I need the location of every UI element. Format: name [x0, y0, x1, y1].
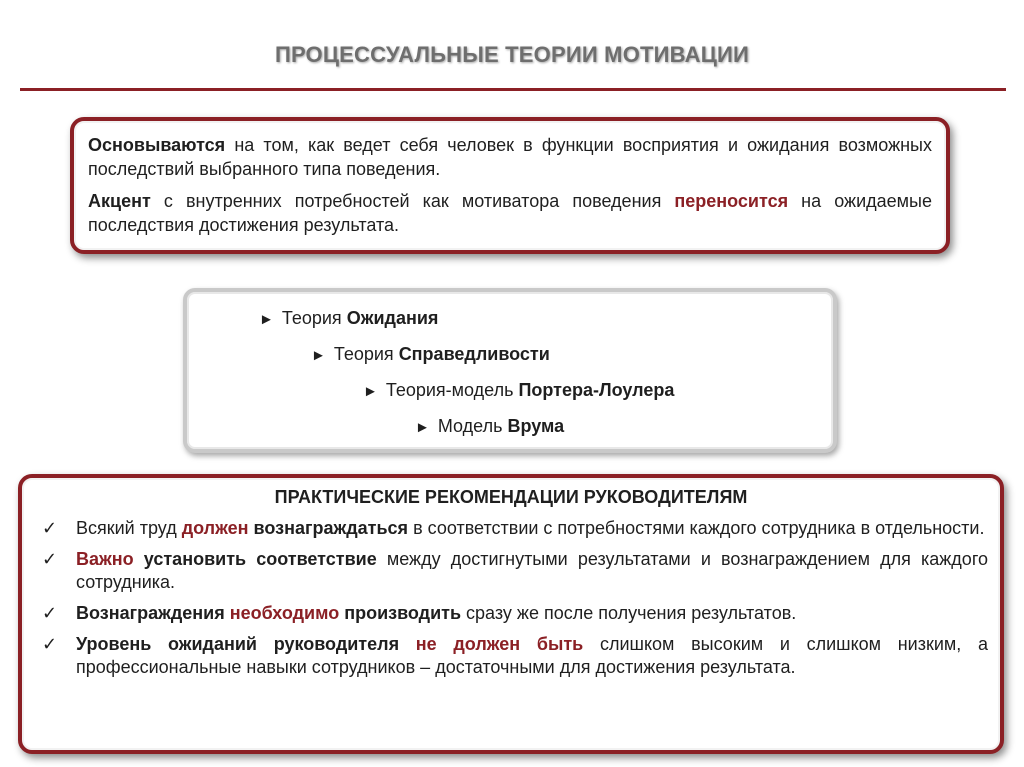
- rec-bold: установить соответствие: [143, 549, 377, 569]
- theory-prefix: Теория: [281, 308, 347, 328]
- theory-name: Врума: [507, 416, 565, 436]
- rec-text: в соответствии с потребностями каждого сотрудника в отдельности.: [408, 518, 985, 538]
- intro-box: [70, 117, 950, 254]
- intro-p2-text-end: на ожидаемые последствия достижения результата.: [88, 191, 932, 235]
- theory-item: [259, 308, 438, 329]
- rec-highlight: должен: [181, 518, 249, 538]
- recommendations-box: [18, 474, 1004, 754]
- rec-highlight: не должен быть: [415, 634, 584, 654]
- recommendations-heading: ПРАКТИЧЕСКИЕ РЕКОМЕНДАЦИИ РУКОВОДИТЕЛЯМ: [274, 487, 748, 507]
- intro-paragraph-1: [88, 133, 932, 181]
- rec-highlight: Важно: [76, 549, 134, 569]
- page-title: ПРОЦЕССУАЛЬНЫЕ ТЕОРИИ МОТИВАЦИИ: [274, 42, 750, 67]
- checkmark-icon: ✓: [42, 634, 58, 654]
- arrow-right-icon: ►: [311, 347, 326, 364]
- rec-text: сразу же после получения результатов.: [461, 603, 797, 623]
- theory-item: [311, 344, 550, 365]
- title-divider: [20, 88, 1006, 91]
- intro-p2-bold: Акцент: [88, 191, 151, 211]
- rec-bold: производить: [344, 603, 462, 623]
- rec-text: Всякий труд: [76, 518, 182, 538]
- theories-box: [183, 288, 837, 453]
- rec-highlight: необходимо: [229, 603, 340, 623]
- theory-name: Ожидания: [346, 308, 439, 328]
- recommendation-item: [34, 517, 988, 540]
- recommendation-item: [34, 633, 988, 679]
- arrow-right-icon: ►: [259, 311, 274, 328]
- theory-name: Портера-Лоулера: [518, 380, 675, 400]
- rec-text: слишком высоким и слишком низким, а профессиональные навыки сотрудников – достаточными для достижения результата.: [76, 634, 988, 677]
- checkmark-icon: ✓: [42, 549, 58, 569]
- rec-bold: Вознаграждения: [76, 603, 225, 623]
- intro-p2-highlight: переносится: [674, 191, 789, 211]
- arrow-right-icon: ►: [363, 383, 378, 400]
- theory-prefix: Теория: [333, 344, 399, 364]
- checkmark-icon: ✓: [42, 518, 58, 538]
- theory-item: [363, 380, 674, 401]
- theory-prefix: Модель: [437, 416, 508, 436]
- rec-text: между достигнутыми результатами и вознаграждением для каждого сотрудника.: [76, 549, 988, 592]
- intro-p1-text: на том, как ведет себя человек в функции восприятия и ожидания возможных последствий выбранного типа поведения.: [88, 135, 932, 179]
- checkmark-icon: ✓: [42, 603, 58, 623]
- theory-item: [415, 416, 564, 437]
- rec-text: [134, 549, 144, 569]
- rec-bold: Уровень ожиданий руководителя: [76, 634, 400, 654]
- arrow-right-icon: ►: [415, 419, 430, 436]
- rec-bold: вознаграждаться: [253, 518, 409, 538]
- intro-paragraph-2: [88, 189, 932, 237]
- theory-prefix: Теория-модель: [385, 380, 519, 400]
- intro-p1-bold: Основываются: [88, 135, 226, 155]
- rec-text: [399, 634, 416, 654]
- recommendation-item: [34, 548, 988, 594]
- recommendation-item: [34, 602, 988, 625]
- intro-p2-text: с внутренних потребностей как мотиватора поведения: [150, 191, 675, 211]
- theory-name: Справедливости: [398, 344, 550, 364]
